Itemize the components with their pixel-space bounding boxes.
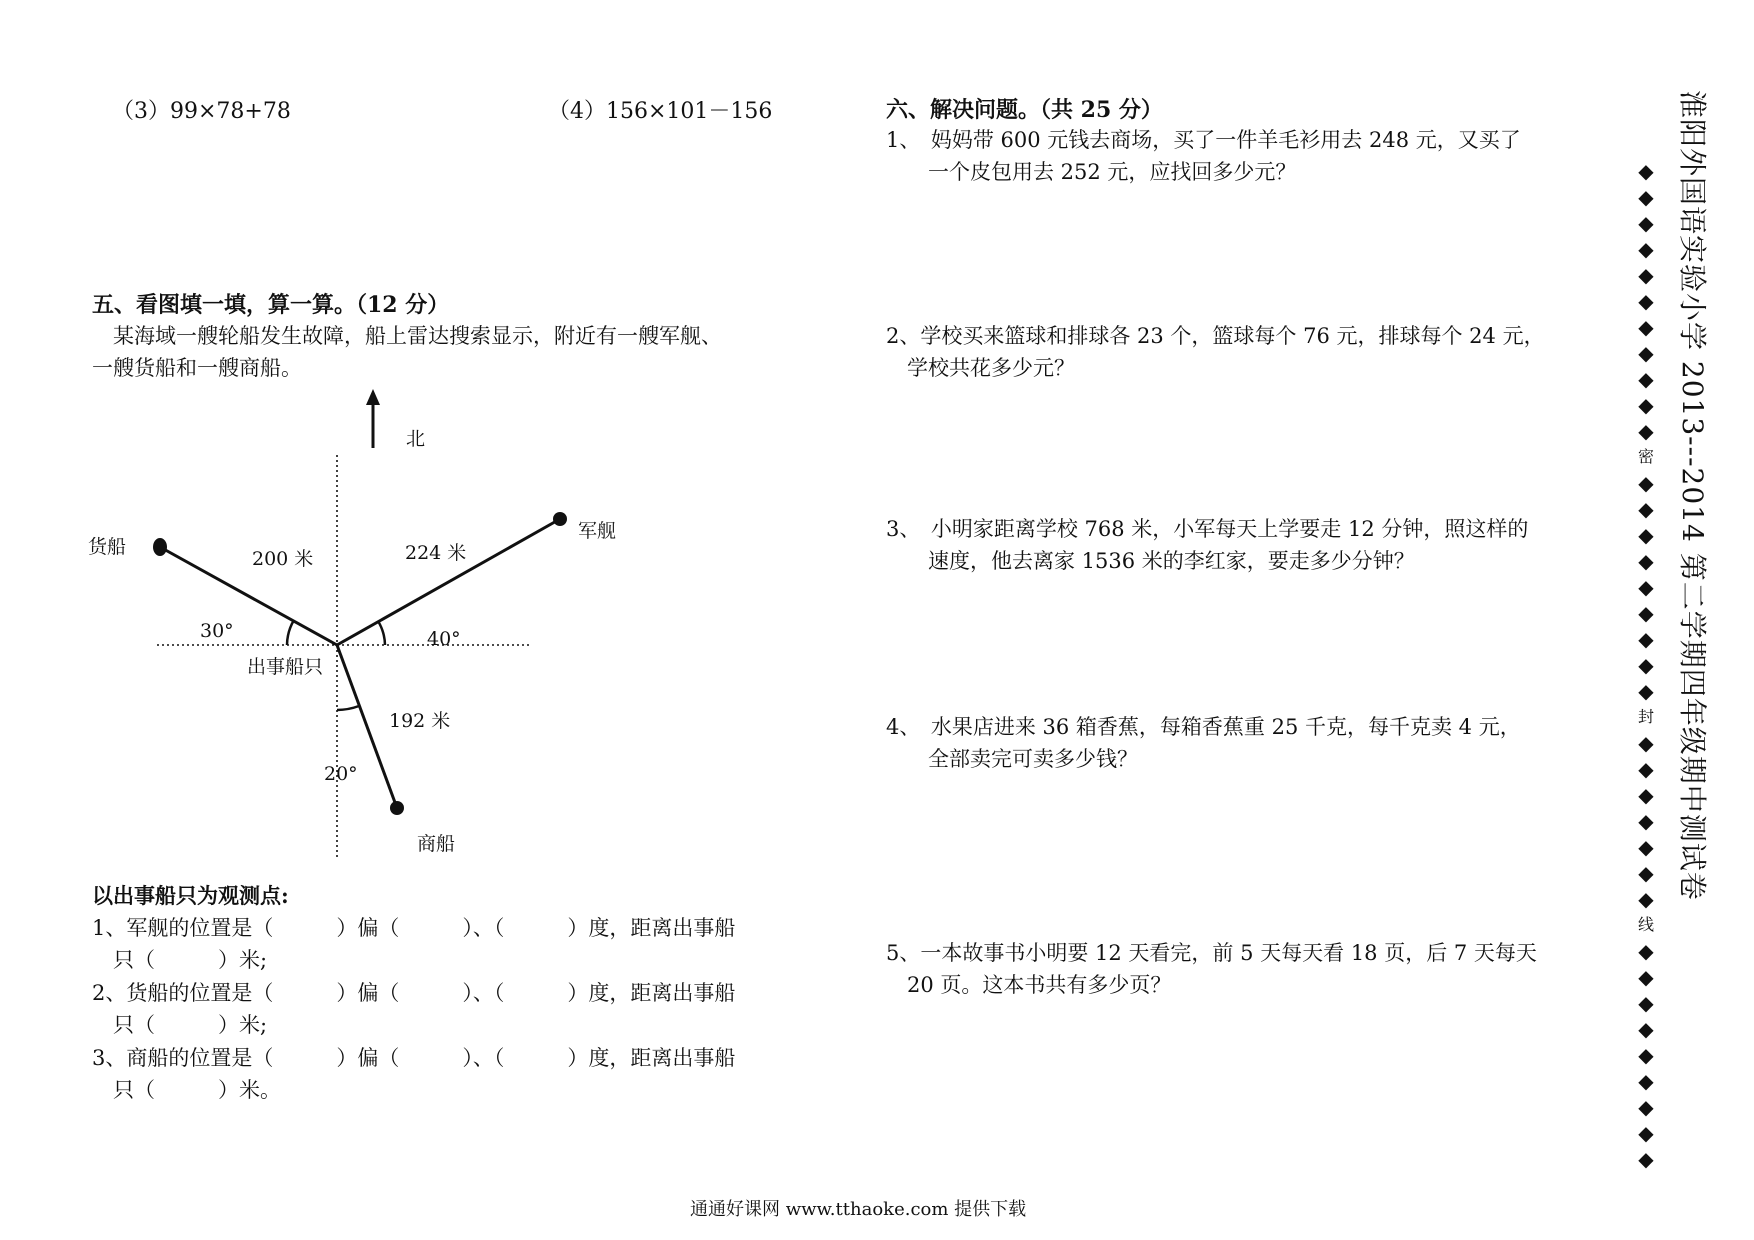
calc-3: （3）99×78+78 [112, 99, 291, 124]
arc-40 [378, 621, 385, 645]
huochuan-dot [153, 538, 167, 556]
problem-3-line1: 3、 小明家距离学校 768 米，小军每天上学要走 12 分钟，照这样的 [886, 517, 1529, 541]
arc-20 [337, 706, 359, 710]
fill-2-line2: 只（ ）米; [92, 1013, 268, 1037]
observe-title: 以出事船只为观测点: [92, 883, 289, 908]
section-5-intro-line2: 一艘货船和一艘商船。 [92, 356, 302, 380]
north-arrow-head [366, 389, 380, 405]
vertical-title: 淮阳外国语实验小学 2013---2014 第二学期四年级期中测试卷 [1676, 90, 1709, 901]
angle-20-label: 20° [324, 763, 358, 785]
seal-diamonds-d: ◆◆◆◆◆◆◆◆◆ [1638, 939, 1654, 1171]
problem-4-line1: 4、 水果店进来 36 箱香蕉，每箱香蕉重 25 千克，每千克卖 4 元， [886, 715, 1521, 739]
seal-line [1637, 158, 1655, 1172]
problem-5-line1: 5、一本故事书小明要 12 天看完，前 5 天每天看 18 页，后 7 天每天 [886, 941, 1537, 965]
north-label: 北 [406, 428, 426, 450]
shangchuan-dot [390, 801, 404, 815]
seal-char-mi: 密 [1637, 447, 1654, 466]
arc-30 [287, 620, 294, 645]
angle-40-label: 40° [427, 628, 461, 650]
junjian-label: 军舰 [578, 520, 617, 542]
problem-3-line2: 速度，他去离家 1536 米的李红家，要走多少分钟？ [886, 549, 1415, 573]
line-junjian [337, 519, 560, 645]
direction-diagram [80, 385, 617, 865]
vertical-title-container [1670, 90, 1730, 1130]
fill-3-line2: 只（ ）米。 [92, 1078, 281, 1102]
seal-char-feng: 封 [1637, 707, 1654, 726]
problem-1-line1: 1、 妈妈带 600 元钱去商场，买了一件羊毛衫用去 248 元，又买了 [886, 128, 1521, 152]
angle-30-label: 30° [200, 620, 234, 642]
problem-2-line2: 学校共花多少元？ [886, 356, 1075, 380]
section-6-title: 六、解决问题。（共 25 分） [886, 97, 1163, 123]
calc-4: （4）156×101－156 [548, 99, 773, 124]
seal-diamonds-c: ◆◆◆◆◆◆◆ [1638, 731, 1654, 911]
seal-diamonds-a: ◆◆◆◆◆◆◆◆◆◆◆ [1638, 159, 1654, 443]
problem-2-line1: 2、学校买来篮球和排球各 23 个，篮球每个 76 元，排球每个 24 元， [886, 324, 1545, 348]
shangchuan-label: 商船 [417, 833, 456, 855]
section-5-intro-line1: 某海域一艘轮船发生故障，船上雷达搜索显示，附近有一艘军舰、 [92, 324, 722, 348]
fill-2-line1: 2、货船的位置是（ ）偏（ ）、（ ）度，距离出事船 [92, 981, 736, 1005]
huochuan-label: 货船 [88, 536, 127, 558]
fill-1-line1: 1、军舰的位置是（ ）偏（ ）、（ ）度，距离出事船 [92, 916, 736, 940]
junjian-dot [553, 512, 567, 526]
problem-5-line2: 20 页。这本书共有多少页？ [886, 973, 1172, 997]
distance-200: 200 米 [252, 548, 314, 570]
footer-credit: 通通好课网 www.tthaoke.com 提供下载 [690, 1199, 1027, 1220]
fill-1-line2: 只（ ）米; [92, 948, 268, 972]
section-5-title: 五、看图填一填，算一算。（12 分） [92, 292, 450, 318]
seal-char-xian: 线 [1637, 915, 1654, 934]
fill-3-line1: 3、商船的位置是（ ）偏（ ）、（ ）度，距离出事船 [92, 1046, 736, 1070]
seal-diamonds-b: ◆◆◆◆◆◆◆◆◆ [1638, 471, 1654, 703]
distance-224: 224 米 [405, 542, 467, 564]
center-label: 出事船只 [247, 656, 324, 678]
problem-1-line2: 一个皮包用去 252 元，应找回多少元？ [886, 160, 1297, 184]
problem-4-line2: 全部卖完可卖多少钱？ [886, 747, 1138, 771]
distance-192: 192 米 [389, 710, 451, 732]
